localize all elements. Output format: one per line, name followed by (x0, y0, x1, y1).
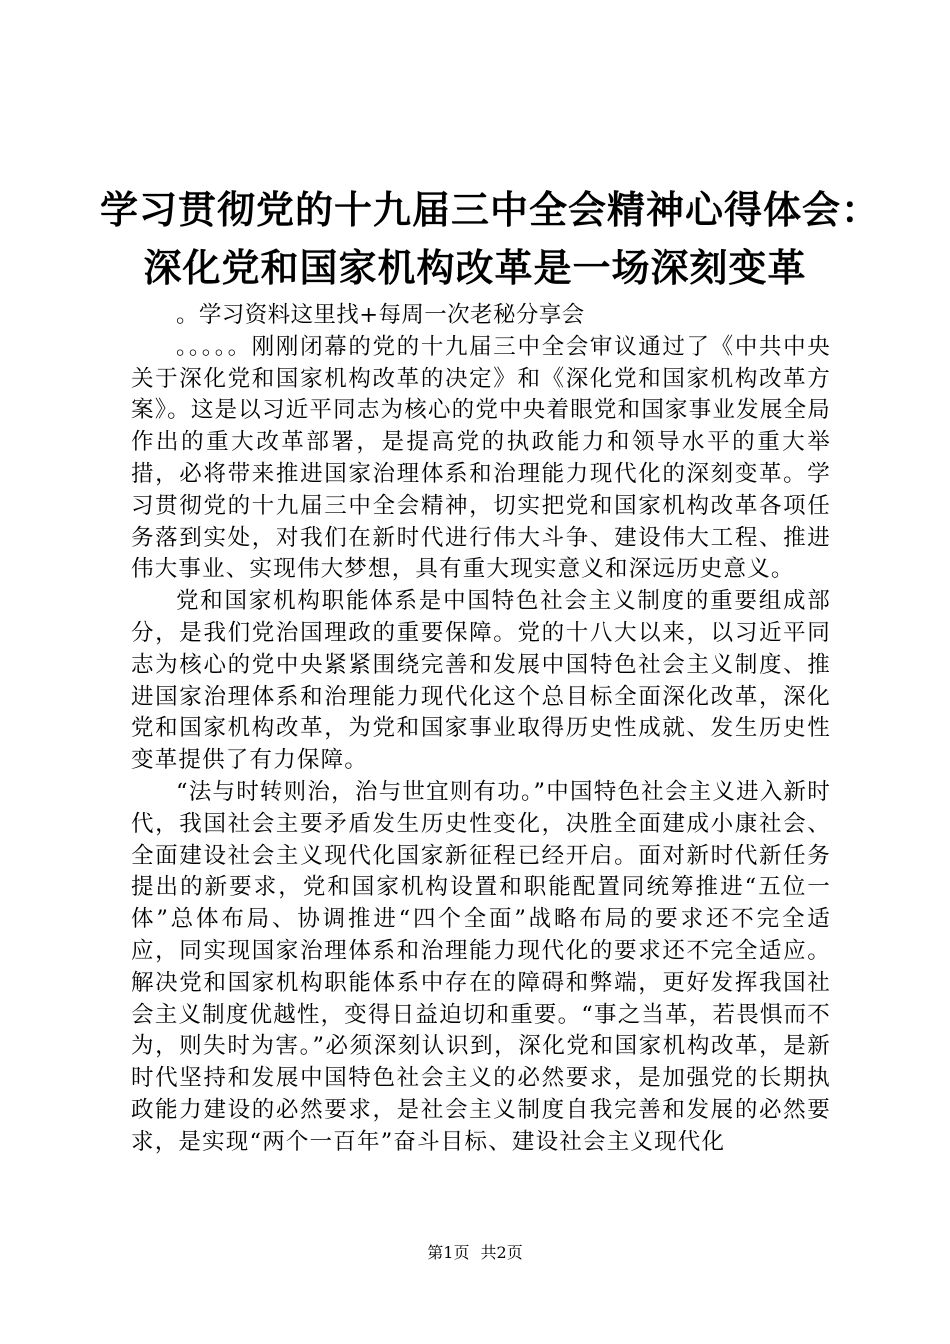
paragraph-1: 。。。。。刚刚闭幕的党的十九届三中全会审议通过了《中共中央关于深化党和国家机构改革的决定》和《深化党和国家机构改革方案》。这是以习近平同志为核心的党中央着眼党和国家事业发展全局作出的重大改革部署，是提高党的执政能力和领导水平的重大举措，必将带来推进国家治理体系和治理能力现代化的深刻变革。学习贯彻党的十九届三中全会精神，切实把党和国家机构改革各项任务落到实处，对我们在新时代进行伟大斗争、建设伟大工程、推进伟大事业、实现伟大梦想，具有重大现实意义和深远历史意义。 (131, 333, 831, 583)
document-title-line-2: 深化党和国家机构改革是一场深刻变革 (143, 245, 807, 290)
page-footer (0, 1243, 950, 1263)
paragraph-3: “法与时转则治，治与世宜则有功。”中国特色社会主义进入新时代，我国社会主要矛盾发生历史性变化，决胜全面建成小康社会、全面建设社会主义现代化国家新征程已经开启。面对新时代新任务提出的新要求，党和国家机构设置和职能配置同统筹推进“五位一体”总体布局、协调推进“四个全面”战略布局的要求还不完全适应，同实现国家治理体系和治理能力现代化的要求还不完全适应。解决党和国家机构职能体系中存在的障碍和弊端，更好发挥我国社会主义制度优越性，变得日益迫切和重要。“事之当革，若畏惧而不为，则失时为害。”必须深刻认识到，深化党和国家机构改革，是新时代坚持和发展中国特色社会主义的必然要求，是加强党的长期执政能力建设的必然要求，是社会主义制度自我完善和发展的必然要求，是实现“两个一百年”奋斗目标、建设社会主义现代化 (131, 778, 832, 1155)
document-body (131, 300, 831, 1159)
paragraph-intro: 。学习资料这里找+每周一次老秘分享会 (176, 302, 585, 328)
document-title-line-1: 学习贯彻党的十九届三中全会精神心得体会： (100, 187, 881, 232)
page-total: 共2页 (480, 1243, 523, 1262)
page-number: 第1页 (427, 1243, 470, 1262)
paragraph-2: 党和国家机构职能体系是中国特色社会主义制度的重要组成部分，是我们党治国理政的重要保障。党的十八大以来，以习近平同志为核心的党中央紧紧围绕完善和发展中国特色社会主义制度、推进国家治理体系和治理能力现代化这个总目标全面深化改革，深化党和国家机构改革，为党和国家事业取得历史性成就、发生历史性变革提供了有力保障。 (131, 588, 831, 774)
